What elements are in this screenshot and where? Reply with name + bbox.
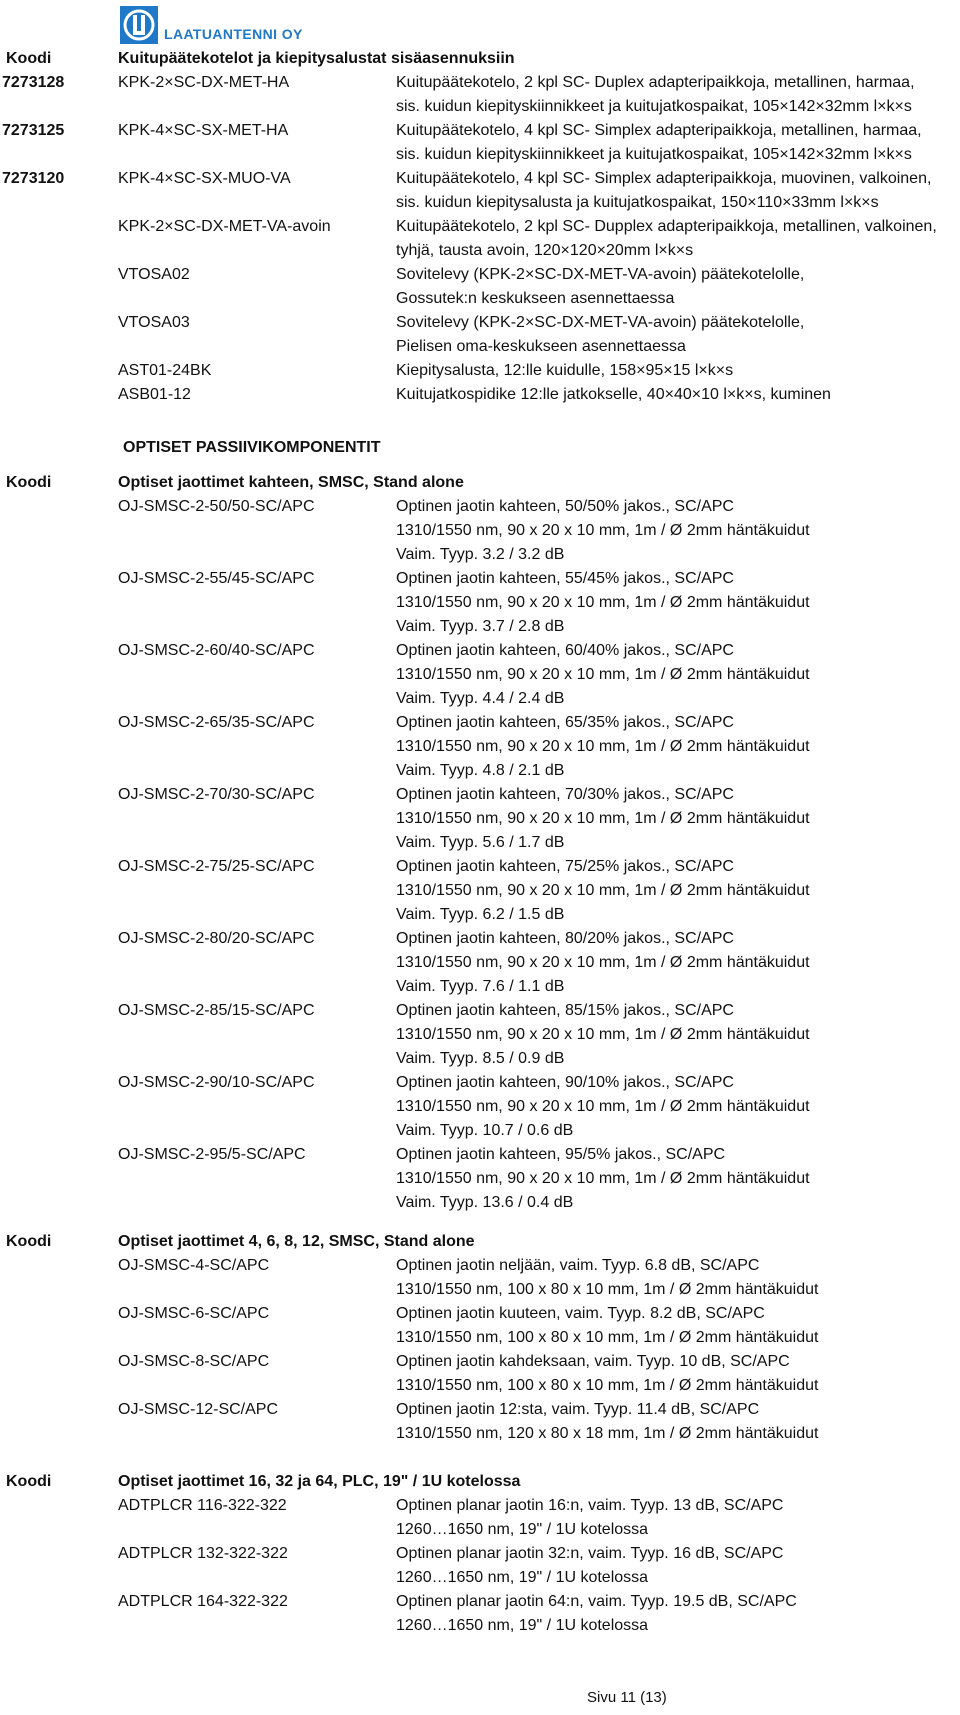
model-name: OJ-SMSC-2-50/50-SC/APC	[118, 498, 315, 515]
description-line: 1310/1550 nm, 90 x 20 x 10 mm, 1m / Ø 2mm häntäkuidut	[396, 1098, 810, 1115]
model-name: KPK-2×SC-DX-MET-VA-avoin	[118, 218, 331, 235]
model-name: OJ-SMSC-12-SC/APC	[118, 1401, 279, 1418]
model-name: OJ-SMSC-8-SC/APC	[118, 1353, 270, 1370]
description-line: Kuitujatkospidike 12:lle jatkokselle, 40×40×10 l×k×s, kuminen	[396, 386, 831, 403]
model-name: OJ-SMSC-2-90/10-SC/APC	[118, 1074, 315, 1091]
description-line: 1310/1550 nm, 100 x 80 x 10 mm, 1m / Ø 2mm häntäkuidut	[396, 1329, 819, 1346]
model-name: OJ-SMSC-2-70/30-SC/APC	[118, 786, 315, 803]
description-line: 1260…1650 nm, 19" / 1U kotelossa	[396, 1617, 649, 1634]
description-line: Pielisen oma-keskukseen asennettaessa	[396, 338, 686, 355]
description-line: Kuitupäätekotelo, 2 kpl SC- Dupplex adapteripaikkoja, metallinen, valkoinen,	[396, 218, 937, 235]
description-line: sis. kuidun kiepityskiinnikkeet ja kuitujatkospaikat, 105×142×32mm l×k×s	[396, 146, 912, 163]
section2-title: Optiset jaottimet kahteen, SMSC, Stand alone	[118, 474, 464, 491]
model-name: VTOSA02	[118, 266, 190, 283]
section4-title: Optiset jaottimet 16, 32 ja 64, PLC, 19" / 1U kotelossa	[118, 1473, 521, 1490]
description-line: 1310/1550 nm, 90 x 20 x 10 mm, 1m / Ø 2mm häntäkuidut	[396, 522, 810, 539]
attenuation-value: Vaim. Tyyp. 4.8 / 2.1 dB	[396, 762, 565, 779]
passive-components-heading: OPTISET PASSIIVIKOMPONENTIT	[123, 439, 381, 456]
model-name: OJ-SMSC-2-80/20-SC/APC	[118, 930, 315, 947]
description-line: Optinen planar jaotin 32:n, vaim. Tyyp. 16 dB, SC/APC	[396, 1545, 784, 1562]
section2-koodi-label: Koodi	[6, 474, 52, 491]
attenuation-value: Vaim. Tyyp. 13.6 / 0.4 dB	[396, 1194, 574, 1211]
description-line: Sovitelevy (KPK-2×SC-DX-MET-VA-avoin) päätekotelolle,	[396, 266, 805, 283]
description-line: Gossutek:n keskukseen asennettaessa	[396, 290, 675, 307]
description-line: 1260…1650 nm, 19" / 1U kotelossa	[396, 1569, 649, 1586]
laatuantenni-logo-icon	[120, 6, 158, 44]
model-name: KPK-4×SC-SX-MUO-VA	[118, 170, 291, 187]
product-code: 7273120	[2, 170, 65, 187]
model-name: OJ-SMSC-2-95/5-SC/APC	[118, 1146, 306, 1163]
model-name: OJ-SMSC-2-65/35-SC/APC	[118, 714, 315, 731]
model-name: OJ-SMSC-4-SC/APC	[118, 1257, 270, 1274]
description-line: Optinen jaotin kahteen, 95/5% jakos., SC/APC	[396, 1146, 726, 1163]
attenuation-value: Vaim. Tyyp. 4.4 / 2.4 dB	[396, 690, 565, 707]
description-line: Optinen jaotin kuuteen, vaim. Tyyp. 8.2 dB, SC/APC	[396, 1305, 765, 1322]
model-name: OJ-SMSC-2-85/15-SC/APC	[118, 1002, 315, 1019]
attenuation-value: Vaim. Tyyp. 7.6 / 1.1 dB	[396, 978, 565, 995]
model-name: ADTPLCR 132-322-322	[118, 1545, 288, 1562]
attenuation-value: Vaim. Tyyp. 10.7 / 0.6 dB	[396, 1122, 574, 1139]
description-line: sis. kuidun kiepitysalusta ja kuitujatkospaikat, 150×110×33mm l×k×s	[396, 194, 879, 211]
model-name: VTOSA03	[118, 314, 190, 331]
description-line: 1260…1650 nm, 19" / 1U kotelossa	[396, 1521, 649, 1538]
description-line: Kuitupäätekotelo, 2 kpl SC- Duplex adapteripaikkoja, metallinen, harmaa,	[396, 74, 915, 91]
description-line: Optinen jaotin kahdeksaan, vaim. Tyyp. 10 dB, SC/APC	[396, 1353, 790, 1370]
description-line: sis. kuidun kiepityskiinnikkeet ja kuitujatkospaikat, 105×142×32mm l×k×s	[396, 98, 912, 115]
description-line: tyhjä, tausta avoin, 120×120×20mm l×k×s	[396, 242, 694, 259]
description-line: 1310/1550 nm, 90 x 20 x 10 mm, 1m / Ø 2mm häntäkuidut	[396, 594, 810, 611]
description-line: 1310/1550 nm, 90 x 20 x 10 mm, 1m / Ø 2mm häntäkuidut	[396, 666, 810, 683]
model-name: OJ-SMSC-2-75/25-SC/APC	[118, 858, 315, 875]
model-name: KPK-2×SC-DX-MET-HA	[118, 74, 290, 91]
attenuation-value: Vaim. Tyyp. 5.6 / 1.7 dB	[396, 834, 565, 851]
description-line: Optinen jaotin kahteen, 65/35% jakos., SC/APC	[396, 714, 734, 731]
description-line: Optinen jaotin 12:sta, vaim. Tyyp. 11.4 dB, SC/APC	[396, 1401, 760, 1418]
description-line: Sovitelevy (KPK-2×SC-DX-MET-VA-avoin) päätekotelolle,	[396, 314, 805, 331]
description-line: Optinen jaotin kahteen, 75/25% jakos., SC/APC	[396, 858, 734, 875]
description-line: Optinen jaotin kahteen, 85/15% jakos., SC/APC	[396, 1002, 734, 1019]
section3-title: Optiset jaottimet 4, 6, 8, 12, SMSC, Stand alone	[118, 1233, 475, 1250]
description-line: 1310/1550 nm, 90 x 20 x 10 mm, 1m / Ø 2mm häntäkuidut	[396, 1170, 810, 1187]
attenuation-value: Vaim. Tyyp. 6.2 / 1.5 dB	[396, 906, 565, 923]
attenuation-value: Vaim. Tyyp. 8.5 / 0.9 dB	[396, 1050, 565, 1067]
model-name: ADTPLCR 116-322-322	[118, 1497, 287, 1514]
description-line: 1310/1550 nm, 100 x 80 x 10 mm, 1m / Ø 2mm häntäkuidut	[396, 1281, 819, 1298]
model-name: AST01-24BK	[118, 362, 212, 379]
model-name: ADTPLCR 164-322-322	[118, 1593, 288, 1610]
description-line: 1310/1550 nm, 90 x 20 x 10 mm, 1m / Ø 2mm häntäkuidut	[396, 882, 810, 899]
description-line: 1310/1550 nm, 90 x 20 x 10 mm, 1m / Ø 2mm häntäkuidut	[396, 1026, 810, 1043]
description-line: Kuitupäätekotelo, 4 kpl SC- Simplex adapteripaikkoja, muovinen, valkoinen,	[396, 170, 932, 187]
description-line: Optinen jaotin neljään, vaim. Tyyp. 6.8 dB, SC/APC	[396, 1257, 760, 1274]
description-line: 1310/1550 nm, 90 x 20 x 10 mm, 1m / Ø 2mm häntäkuidut	[396, 810, 810, 827]
attenuation-value: Vaim. Tyyp. 3.2 / 3.2 dB	[396, 546, 565, 563]
description-line: Optinen planar jaotin 64:n, vaim. Tyyp. 19.5 dB, SC/APC	[396, 1593, 797, 1610]
attenuation-value: Vaim. Tyyp. 3.7 / 2.8 dB	[396, 618, 565, 635]
model-name: OJ-SMSC-2-60/40-SC/APC	[118, 642, 315, 659]
description-line: 1310/1550 nm, 120 x 80 x 18 mm, 1m / Ø 2mm häntäkuidut	[396, 1425, 819, 1442]
section1-title: Kuitupäätekotelot ja kiepitysalustat sisäasennuksiin	[118, 50, 515, 67]
section3-koodi-label: Koodi	[6, 1233, 52, 1250]
product-code: 7273128	[2, 74, 65, 91]
description-line: 1310/1550 nm, 90 x 20 x 10 mm, 1m / Ø 2mm häntäkuidut	[396, 738, 810, 755]
model-name: OJ-SMSC-2-55/45-SC/APC	[118, 570, 315, 587]
description-line: 1310/1550 nm, 90 x 20 x 10 mm, 1m / Ø 2mm häntäkuidut	[396, 954, 810, 971]
description-line: Kiepitysalusta, 12:lle kuidulle, 158×95×15 l×k×s	[396, 362, 734, 379]
description-line: Optinen jaotin kahteen, 60/40% jakos., SC/APC	[396, 642, 734, 659]
page-number: Sivu 11 (13)	[587, 1689, 667, 1706]
brand-name: LAATUANTENNI OY	[164, 26, 303, 42]
description-line: Optinen jaotin kahteen, 50/50% jakos., SC/APC	[396, 498, 734, 515]
section1-koodi-label: Koodi	[6, 50, 52, 67]
model-name: ASB01-12	[118, 386, 191, 403]
description-line: Optinen planar jaotin 16:n, vaim. Tyyp. 13 dB, SC/APC	[396, 1497, 784, 1514]
description-line: Kuitupäätekotelo, 4 kpl SC- Simplex adapteripaikkoja, metallinen, harmaa,	[396, 122, 922, 139]
model-name: KPK-4×SC-SX-MET-HA	[118, 122, 289, 139]
description-line: 1310/1550 nm, 100 x 80 x 10 mm, 1m / Ø 2mm häntäkuidut	[396, 1377, 819, 1394]
model-name: OJ-SMSC-6-SC/APC	[118, 1305, 270, 1322]
description-line: Optinen jaotin kahteen, 90/10% jakos., SC/APC	[396, 1074, 734, 1091]
section4-koodi-label: Koodi	[6, 1473, 52, 1490]
product-code: 7273125	[2, 122, 65, 139]
description-line: Optinen jaotin kahteen, 70/30% jakos., SC/APC	[396, 786, 734, 803]
description-line: Optinen jaotin kahteen, 55/45% jakos., SC/APC	[396, 570, 734, 587]
description-line: Optinen jaotin kahteen, 80/20% jakos., SC/APC	[396, 930, 734, 947]
